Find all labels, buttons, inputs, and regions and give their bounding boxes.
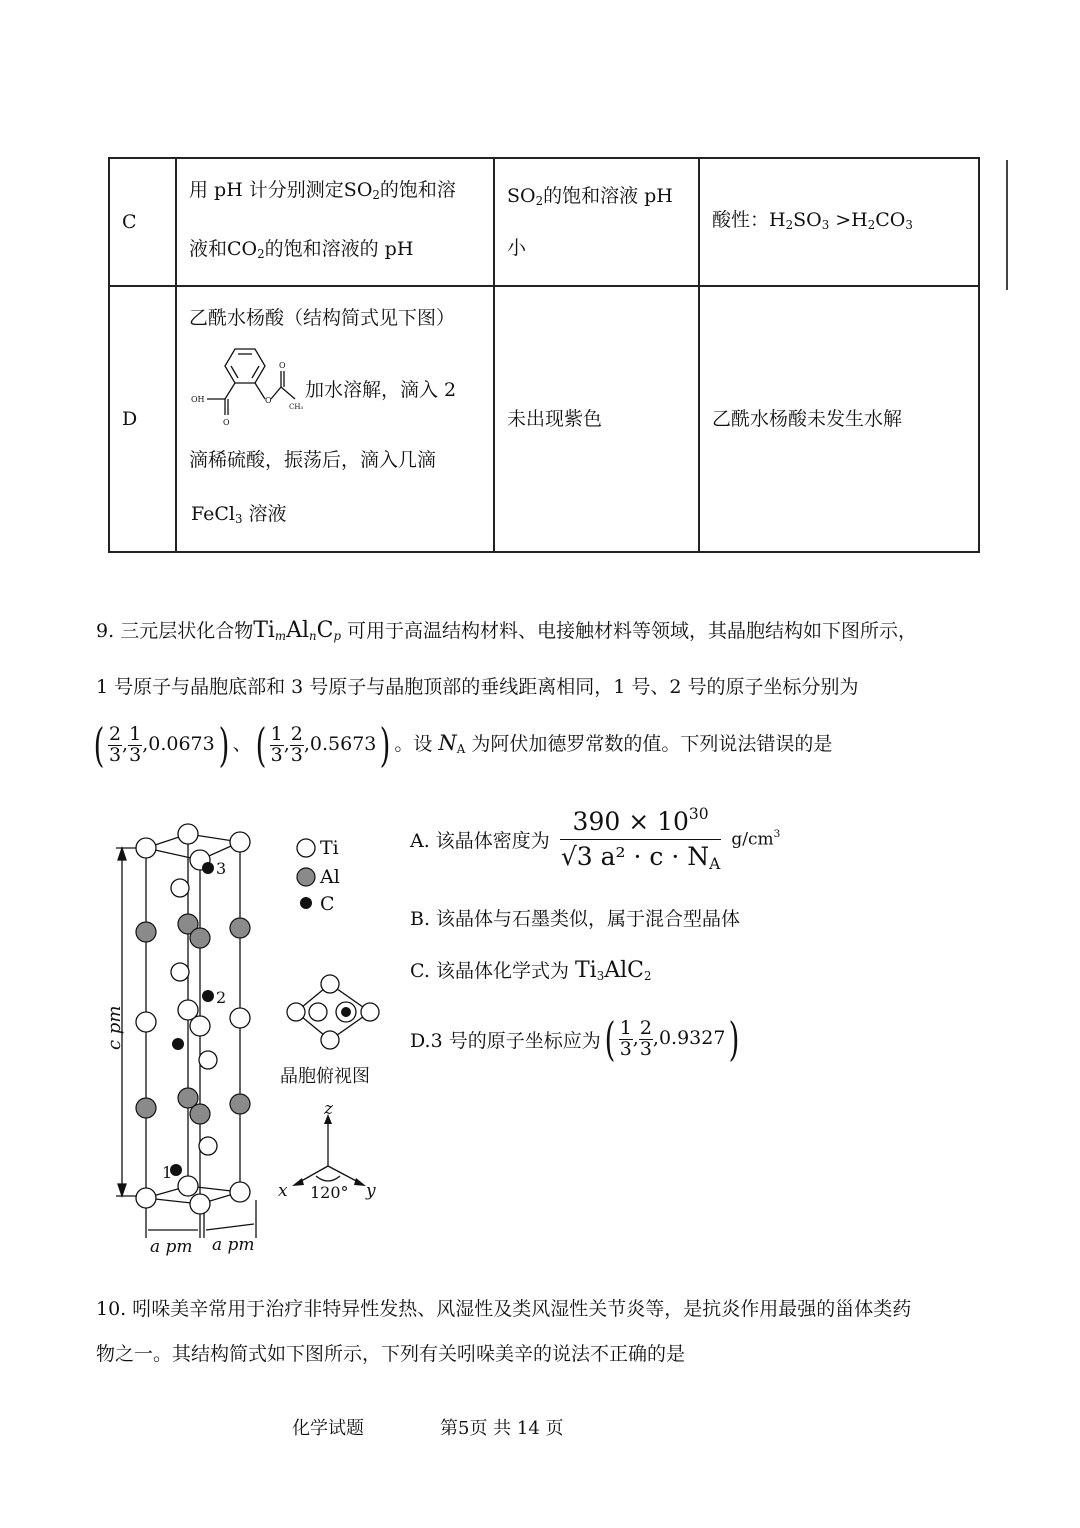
axes-icon xyxy=(274,1104,384,1204)
atom-2-label: 2 xyxy=(216,988,227,1007)
q9-line1: 9. 三元层状化合物$Ti_mAl_nC_p$ 可用于高温结构材料、电接触材料等领域，其晶胞结构如下图所示， xyxy=(96,618,918,643)
row-label: C xyxy=(109,158,176,286)
a-dimension-label-1: a pm xyxy=(150,1237,193,1257)
svg-text:O: O xyxy=(223,418,230,427)
phenomenon-text: $SO_2$的饱和溶液 pH 小 xyxy=(507,184,673,260)
axis-y-label: y xyxy=(366,1181,376,1201)
atom-legend xyxy=(290,832,370,922)
q9-line3: ( $\frac{2}{3}$ , $\frac{1}{3}$ ,0.0673) 、( $\frac{1}{3}$ , $\frac{2}{3}$ ,0.5673) 。设 $N_A$ 为阿伏加德罗常数的值。下列说法错误的是 xyxy=(93,718,833,772)
q10-line2: 物之一。其结构简式如下图所示，下列有关吲哚美辛的说法不正确的是 xyxy=(96,1343,686,1365)
option-d: D.3 号的原子坐标应为( $\frac{1}{3}$ , $\frac{2}{3}$ ,0.9327) xyxy=(410,1012,740,1066)
option-c: C. 该晶体化学式为 $Ti_3AlC_2$ xyxy=(410,958,652,983)
legend-ti: Ti xyxy=(320,837,339,859)
conclusion-cell: 乙酰水杨酸未发生水解 xyxy=(699,286,979,552)
row-label: D xyxy=(109,286,176,552)
a-dimension-label-2: a pm xyxy=(212,1235,255,1255)
operation-cell xyxy=(176,286,494,552)
experiment-table xyxy=(108,157,980,553)
svg-text:CH₃: CH₃ xyxy=(289,403,304,411)
table-row-c xyxy=(109,158,979,286)
aspirin-structure-icon xyxy=(185,339,305,431)
axis-z-label: z xyxy=(324,1104,333,1119)
phenomenon-cell: 未出现紫色 xyxy=(494,286,699,552)
table-row-d xyxy=(109,286,979,552)
axis-x-label: x xyxy=(278,1181,288,1201)
conclusion-text: 酸性：$H_2SO_3 >H_2CO_3$ xyxy=(712,208,913,232)
atom-1-label: 1 xyxy=(162,1163,173,1182)
svg-text:O: O xyxy=(265,396,272,405)
top-view-figure xyxy=(270,970,400,1100)
angle-label: 120° xyxy=(310,1183,349,1202)
atom-3-label: 3 xyxy=(216,859,227,878)
conclusion-cell xyxy=(699,158,979,286)
q9-line2: 1 号原子与晶胞底部和 3 号原子与晶胞顶部的垂线距离相同，1 号、2 号的原子坐标分别为 xyxy=(96,676,859,698)
q10-line1: 10. 吲哚美辛常用于治疗非特异性发热、风湿性及类风湿性关节炎等，是抗炎作用最强的甾体类药 xyxy=(96,1298,912,1320)
operation-cell xyxy=(176,158,494,286)
scan-edge-mark xyxy=(1006,160,1008,290)
operation-text: 乙酰水杨酸（结构简式见下图） OH O O O CH₃ 加水溶解，滴入 2 滴稀硫酸，振荡后，滴入几滴 FeCl$_3$ 溶液 xyxy=(177,287,493,549)
option-a: A. 该晶体密度为 $\frac{390 \times 10^{30}}{√3 a^2 \cdot c \cdot N_A}$ $g/cm^3$ xyxy=(410,805,781,873)
operation-text: 用 pH 计分别测定$SO_2$的饱和溶 液和$CO_2$的饱和溶液的 pH xyxy=(189,179,456,261)
svg-text:O: O xyxy=(279,361,286,370)
legend-al: Al xyxy=(320,866,340,888)
top-view-label: 晶胞俯视图 xyxy=(280,1066,370,1087)
footer-page: 第5页 共 14 页 xyxy=(440,1418,564,1439)
phenomenon-cell xyxy=(494,158,699,286)
footer-subject: 化学试题 xyxy=(292,1418,364,1439)
legend-c: C xyxy=(320,893,335,915)
c-dimension-label: c pm xyxy=(104,1005,125,1050)
svg-text:OH: OH xyxy=(191,395,205,404)
option-b: B. 该晶体与石墨类似，属于混合型晶体 xyxy=(410,908,741,930)
